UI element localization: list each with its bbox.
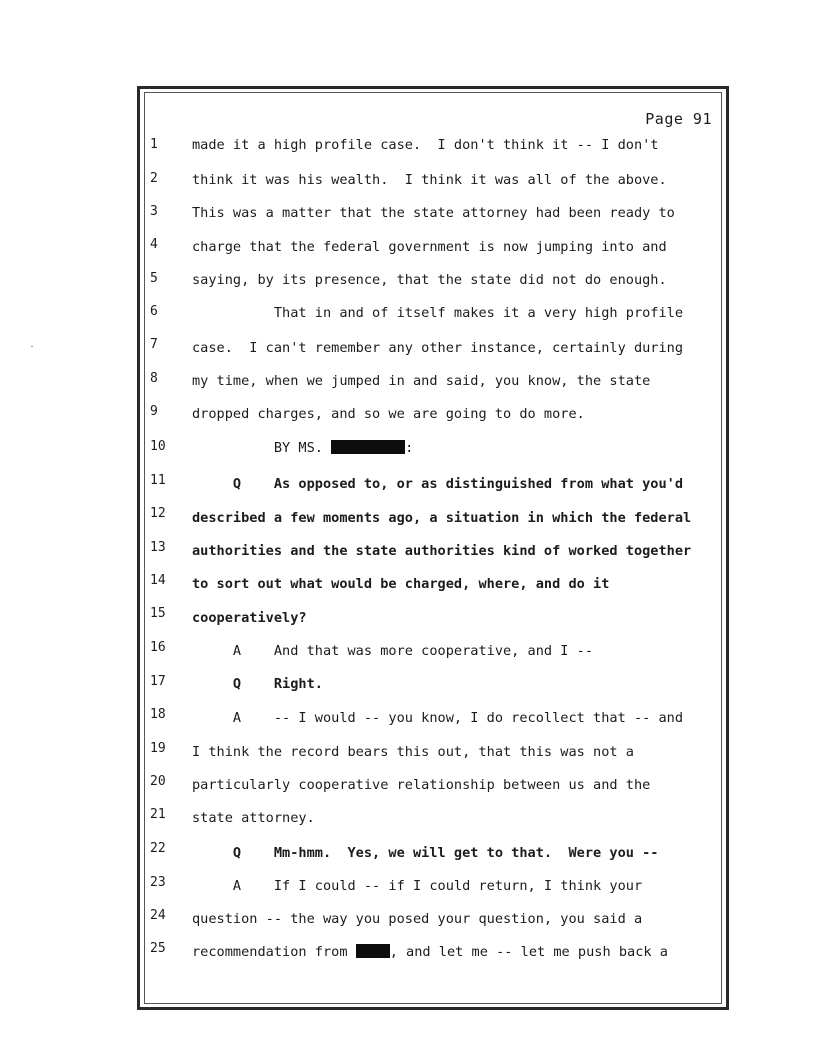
line-text-segment: : — [405, 440, 414, 456]
transcript-line: to sort out what would be charged, where, and do it — [192, 576, 610, 592]
scan-speck — [31, 346, 33, 347]
line-text-segment: BY MS. — [192, 440, 332, 456]
line-text-segment: , and let me -- let me push back a — [389, 944, 668, 960]
transcript-line: question -- the way you posed your question, you said a — [192, 911, 643, 927]
line-number: 14 — [150, 573, 166, 588]
transcript-line: case. I can't remember any other instance, certainly during — [192, 340, 684, 356]
transcript-line: charge that the federal government is now jumping into and — [192, 239, 667, 255]
transcript-line: cooperatively? — [192, 610, 307, 626]
transcript-line: A -- I would -- you know, I do recollect that -- and — [192, 710, 684, 726]
line-number: 20 — [150, 774, 166, 789]
transcript-line: made it a high profile case. I don't think it -- I don't — [192, 137, 659, 153]
line-number: 7 — [150, 337, 158, 352]
transcript-line: think it was his wealth. I think it was all of the above. — [192, 172, 667, 188]
transcript-line: saying, by its presence, that the state did not do enough. — [192, 272, 667, 288]
line-number: 18 — [150, 707, 166, 722]
transcript-line: particularly cooperative relationship between us and the — [192, 777, 651, 793]
line-number: 2 — [150, 171, 158, 186]
transcript-line: A If I could -- if I could return, I think your — [192, 878, 643, 894]
transcript-line: A And that was more cooperative, and I -- — [192, 643, 594, 659]
transcript-line: Q Mm-hmm. Yes, we will get to that. Were you -- — [192, 845, 659, 861]
line-number: 13 — [150, 540, 166, 555]
line-number: 22 — [150, 841, 166, 856]
line-number: 5 — [150, 271, 158, 286]
line-number: 24 — [150, 908, 166, 923]
transcript-line: state attorney. — [192, 810, 315, 826]
line-number: 25 — [150, 941, 166, 956]
transcript-line: dropped charges, and so we are going to do more. — [192, 406, 585, 422]
line-number: 10 — [150, 439, 166, 454]
transcript-line: Q As opposed to, or as distinguished from what you'd — [192, 476, 684, 492]
line-number: 12 — [150, 506, 166, 521]
transcript-line: my time, when we jumped in and said, you know, the state — [192, 373, 651, 389]
line-number: 8 — [150, 371, 158, 386]
line-number: 23 — [150, 875, 166, 890]
redaction-block — [356, 944, 390, 958]
line-number: 11 — [150, 473, 166, 488]
transcript-line: described a few moments ago, a situation in which the federal — [192, 510, 692, 526]
line-number: 16 — [150, 640, 166, 655]
page-number: Page 91 — [645, 110, 712, 128]
line-number: 4 — [150, 237, 158, 252]
line-number: 15 — [150, 606, 166, 621]
transcript-line: Q Right. — [192, 676, 323, 692]
transcript-line: That in and of itself makes it a very high profile — [192, 305, 684, 321]
line-text-segment: recommendation from — [192, 944, 356, 960]
transcript-line — [192, 440, 413, 456]
line-number: 21 — [150, 807, 166, 822]
line-number: 19 — [150, 741, 166, 756]
transcript-line — [192, 944, 668, 960]
line-number: 3 — [150, 204, 158, 219]
transcript-line: This was a matter that the state attorney had been ready to — [192, 205, 675, 221]
line-number: 9 — [150, 404, 158, 419]
line-number: 1 — [150, 137, 158, 152]
transcript-line: I think the record bears this out, that this was not a — [192, 744, 634, 760]
transcript-line: authorities and the state authorities kind of worked together — [192, 543, 692, 559]
line-number: 17 — [150, 674, 166, 689]
line-number: 6 — [150, 304, 158, 319]
redaction-block — [331, 440, 405, 454]
